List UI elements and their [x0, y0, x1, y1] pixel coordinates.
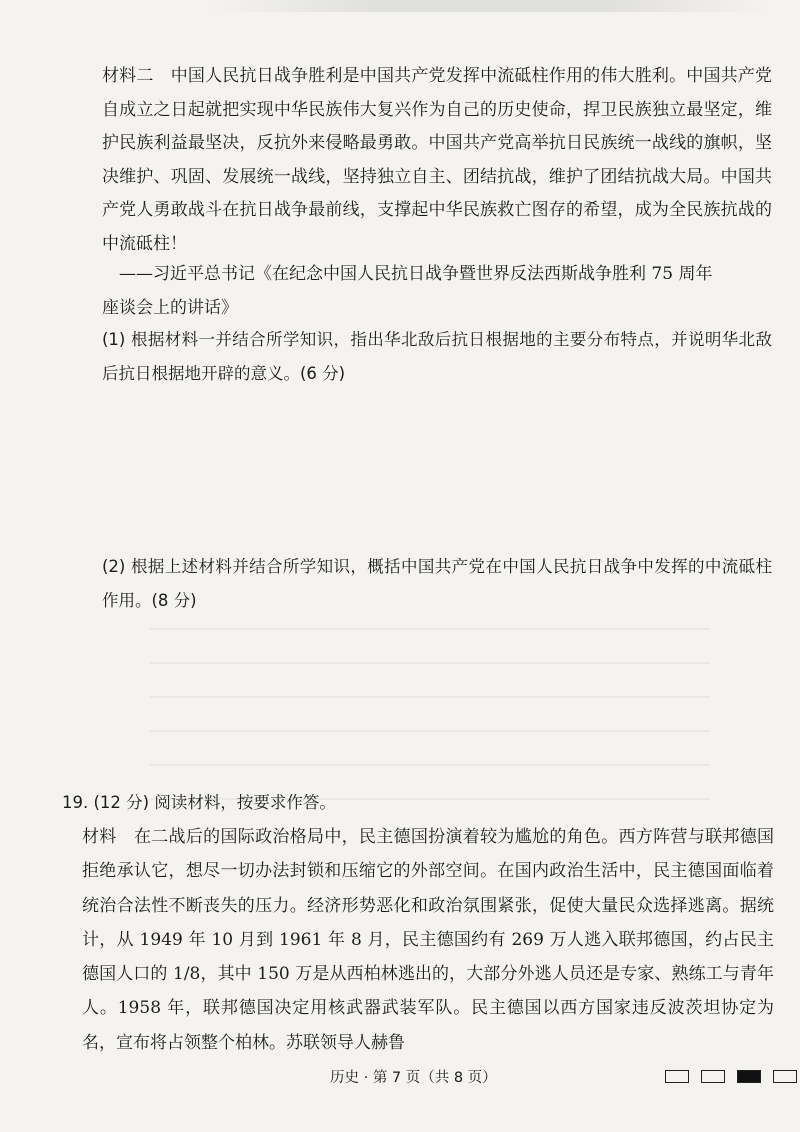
scan-smudge [210, 0, 770, 12]
material-19-label: 材料 [82, 827, 117, 847]
material-2-paragraph [102, 60, 772, 261]
page-marker-boxes [665, 1070, 797, 1083]
material-2 [102, 60, 772, 261]
question-1-text: (1) 根据材料一并结合所学知识，指出华北敌后抗日根据地的主要分布特点，并说明华北敌后抗日根据地开辟的意义。(6 分) [102, 330, 772, 383]
bleed-through-text [150, 600, 710, 800]
citation-line-1: ——习近平总书记《在纪念中国人民抗日战争暨世界反法西斯战争胜利 75 周年 [119, 264, 713, 284]
page-marker-box [665, 1070, 689, 1083]
question-19-heading [62, 786, 772, 820]
material-2-label: 材料二 [102, 66, 154, 86]
page-marker-box [701, 1070, 725, 1083]
citation-line-2: 座谈会上的讲话》 [102, 297, 238, 318]
citation [102, 258, 772, 325]
page-marker-box [773, 1070, 797, 1083]
material-19 [82, 820, 774, 1060]
question-1 [102, 323, 772, 390]
material-2-text: 中国人民抗日战争胜利是中国共产党发挥中流砥柱作用的伟大胜利。中国共产党自成立之日起就把实现中华民族伟大复兴作为自己的历史使命，捍卫民族独立最坚定，维护民族利益最坚决，反抗外来侵略最勇敢。中国共产党高举抗日民族统一战线的旗帜，坚决维护、巩固、发展统一战线，坚持独立自主、团结抗战，维护了团结抗战大局。中国共产党人勇敢战斗在抗日战争最前线，支撑起中华民族救亡图存的希望，成为全民族抗战的中流砥柱！ [102, 66, 773, 254]
material-19-text: 在二战后的国际政治格局中，民主德国扮演着较为尴尬的角色。西方阵营与联邦德国拒绝承认它，想尽一切办法封锁和压缩它的外部空间。在国内政治生活中，民主德国面临着统治合法性不断丧失的压力。经济形势恶化和政治氛围紧张，促使大量民众选择逃离。据统计，从 1949 年 10 月到 1961 年 8 月，民主德国约有 269 万人逃入联邦德国，约占民主德国人口的 1/8，其中 150 万是从西柏林逃出的，大部分外逃人员还是专家、熟练工与青年人。1958 年，联邦德国决定用核武器武装军队。民主德国以西方国家违反波茨坦协定为名，宣布将占领整个柏林。苏联领导人赫鲁 [82, 827, 775, 1053]
question-19-text: 19. (12 分) 阅读材料，按要求作答。 [62, 793, 336, 812]
question-2-text: (2) 根据上述材料并结合所学知识，概括中国共产党在中国人民抗日战争中发挥的中流砥柱作用。(8 分) [102, 557, 772, 610]
page-number: 历史 · 第 7 页（共 8 页） [330, 1070, 497, 1086]
material-19-paragraph [82, 820, 774, 1060]
page-footer [0, 1064, 800, 1094]
page-marker-box-filled [737, 1070, 761, 1083]
